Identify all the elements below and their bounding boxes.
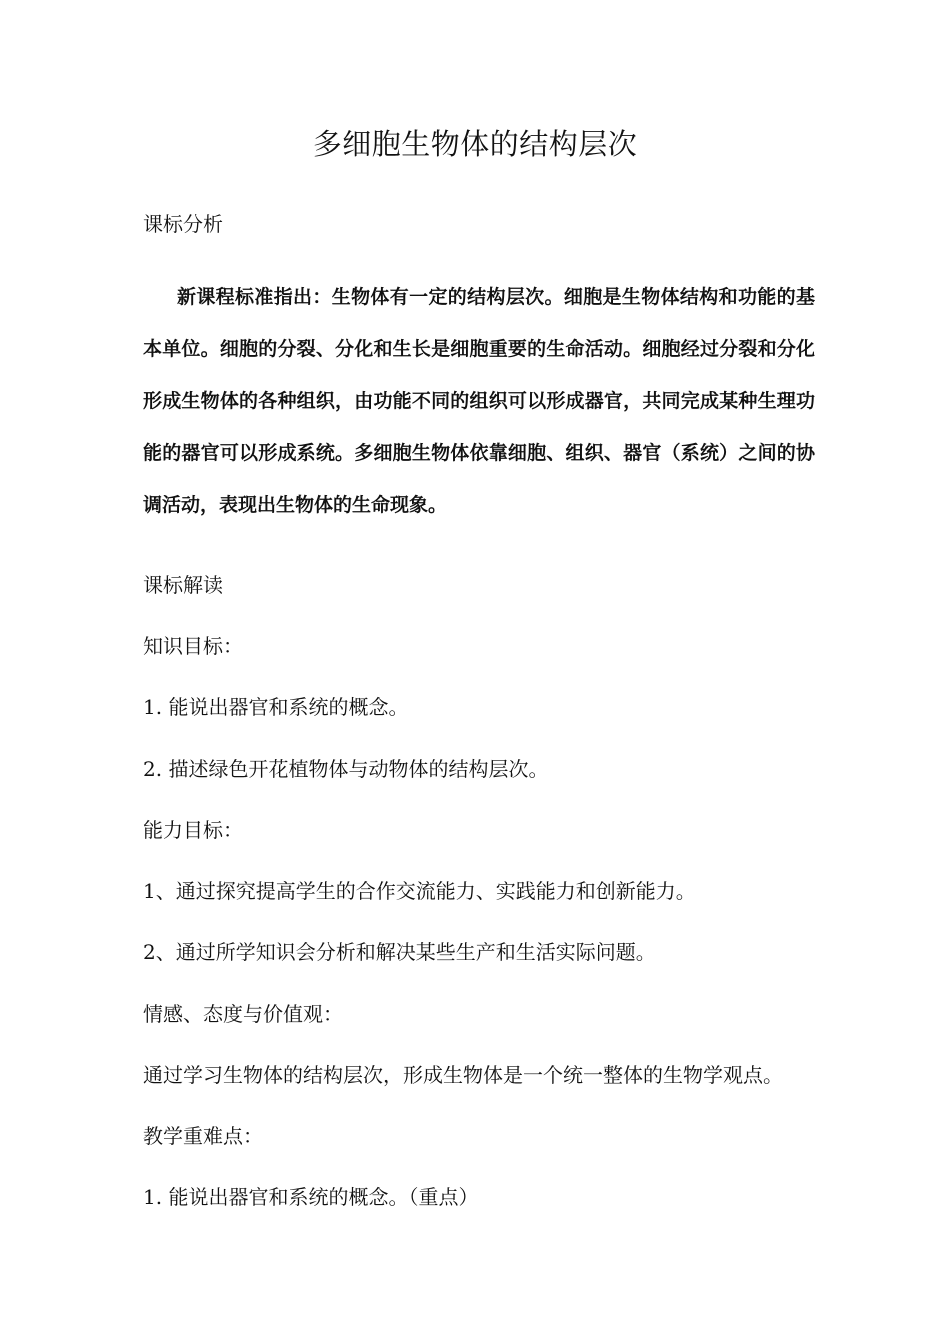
key-points-heading: 教学重难点：: [143, 1124, 263, 1148]
section-heading-interpretation: 课标解读: [143, 573, 223, 597]
key-point-item-1: 1. 能说出器官和系统的概念。（重点）: [143, 1185, 479, 1209]
ability-goal-item-2: 2、通过所学知识会分析和解决某些生产和生活实际问题。: [143, 940, 656, 964]
ability-goals-heading: 能力目标：: [143, 818, 243, 842]
knowledge-goals-heading: 知识目标：: [143, 634, 243, 658]
knowledge-goal-item-1: 1. 能说出器官和系统的概念。: [143, 695, 409, 719]
ability-goal-item-1: 1、通过探究提高学生的合作交流能力、实践能力和创新能力。: [143, 879, 696, 903]
knowledge-goal-item-2: 2. 描述绿色开花植物体与动物体的结构层次。: [143, 757, 549, 781]
attitude-values-heading: 情感、态度与价值观：: [143, 1002, 343, 1026]
attitude-values-text: 通过学习生物体的结构层次，形成生物体是一个统一整体的生物学观点。: [143, 1063, 783, 1087]
section-heading-analysis: 课标分析: [143, 212, 223, 236]
analysis-paragraph: 新课程标准指出：生物体有一定的结构层次。细胞是生物体结构和功能的基本单位。细胞的分裂、分化和生长是细胞重要的生命活动。细胞经过分裂和分化形成生物体的各种组织，由功能不同的组织可以形成器官，共同完成某种生理功能的器官可以形成系统。多细胞生物体依靠细胞、组织、器官（系统）之间的协调活动，表现出生物体的生命现象。: [143, 286, 815, 516]
document-title: 多细胞生物体的结构层次: [312, 127, 638, 161]
